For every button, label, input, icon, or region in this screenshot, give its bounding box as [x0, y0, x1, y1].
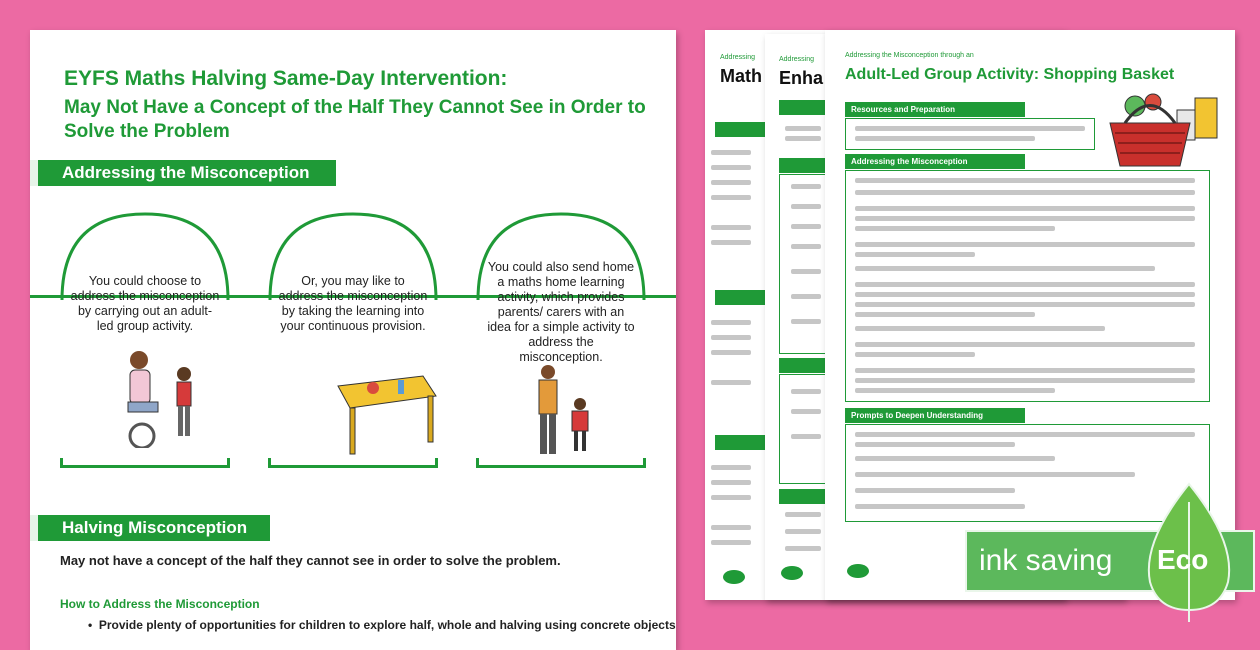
main-document-page — [30, 30, 676, 650]
page-title: Adult-Led Group Activity: Shopping Basket — [845, 66, 1175, 83]
how-to-heading: How to Address the Misconception — [60, 597, 260, 611]
addressing-band: Addressing the Misconception — [30, 160, 336, 186]
bullet-text: Provide plenty of opportunities for children to explore half, whole and halving using concrete objects — [98, 618, 676, 632]
resources-bar: Resources and Preparation — [845, 102, 1025, 117]
halving-band: Halving Misconception — [30, 515, 270, 541]
page-header-tiny: Addressing the Misconception through an — [845, 52, 974, 59]
teacher-child-illustration — [114, 348, 204, 448]
arch-foot-3 — [476, 458, 646, 468]
ink-saving-label: ink saving — [979, 544, 1113, 577]
twinkl-logo-icon — [781, 566, 803, 580]
section-bar — [779, 100, 829, 115]
shopping-basket-icon — [1105, 88, 1225, 173]
document-title: EYFS Maths Halving Same-Day Intervention: — [64, 67, 508, 90]
document-subtitle: May Not Have a Concept of the Half They Cannot See in Order to Solve the Problem — [64, 97, 646, 142]
twinkl-logo-icon — [723, 570, 745, 584]
arch-text-3: You could also send home a maths home learning activity, which provides parents/ carers with an idea for a simple activity to address the misconception. — [487, 260, 635, 364]
arch-text-2: Or, you may like to address the misconception by taking the learning into your continuous provision. — [278, 274, 428, 333]
section-bar — [779, 489, 829, 504]
table-illustration — [328, 366, 438, 456]
content-box — [779, 174, 829, 354]
page-title: Math — [720, 66, 762, 86]
arch-text-1: You could choose to address the misconception by carrying out an adult-led group activity. — [70, 274, 220, 333]
section-bar — [779, 158, 829, 173]
eco-badge-text: Eco — [1157, 544, 1209, 575]
page-header-tiny: Addressing — [779, 56, 815, 63]
content-box — [845, 118, 1095, 150]
page-title: Enha — [779, 68, 824, 88]
page-header-tiny: Addressing — [720, 54, 756, 61]
arch-foot-1 — [60, 458, 230, 468]
bullet-item: • Provide plenty of opportunities for children to explore half, whole and halving using concrete objects — [88, 618, 676, 632]
arch-foot-2 — [268, 458, 438, 468]
parent-child-illustration — [526, 364, 606, 460]
section-bar — [779, 358, 829, 373]
prompts-bar: Prompts to Deepen Understanding — [845, 408, 1025, 423]
halving-text: May not have a concept of the half they cannot see in order to solve the problem. — [60, 553, 561, 568]
addressing-bar: Addressing the Misconception — [845, 154, 1025, 169]
twinkl-logo-icon — [847, 564, 869, 578]
